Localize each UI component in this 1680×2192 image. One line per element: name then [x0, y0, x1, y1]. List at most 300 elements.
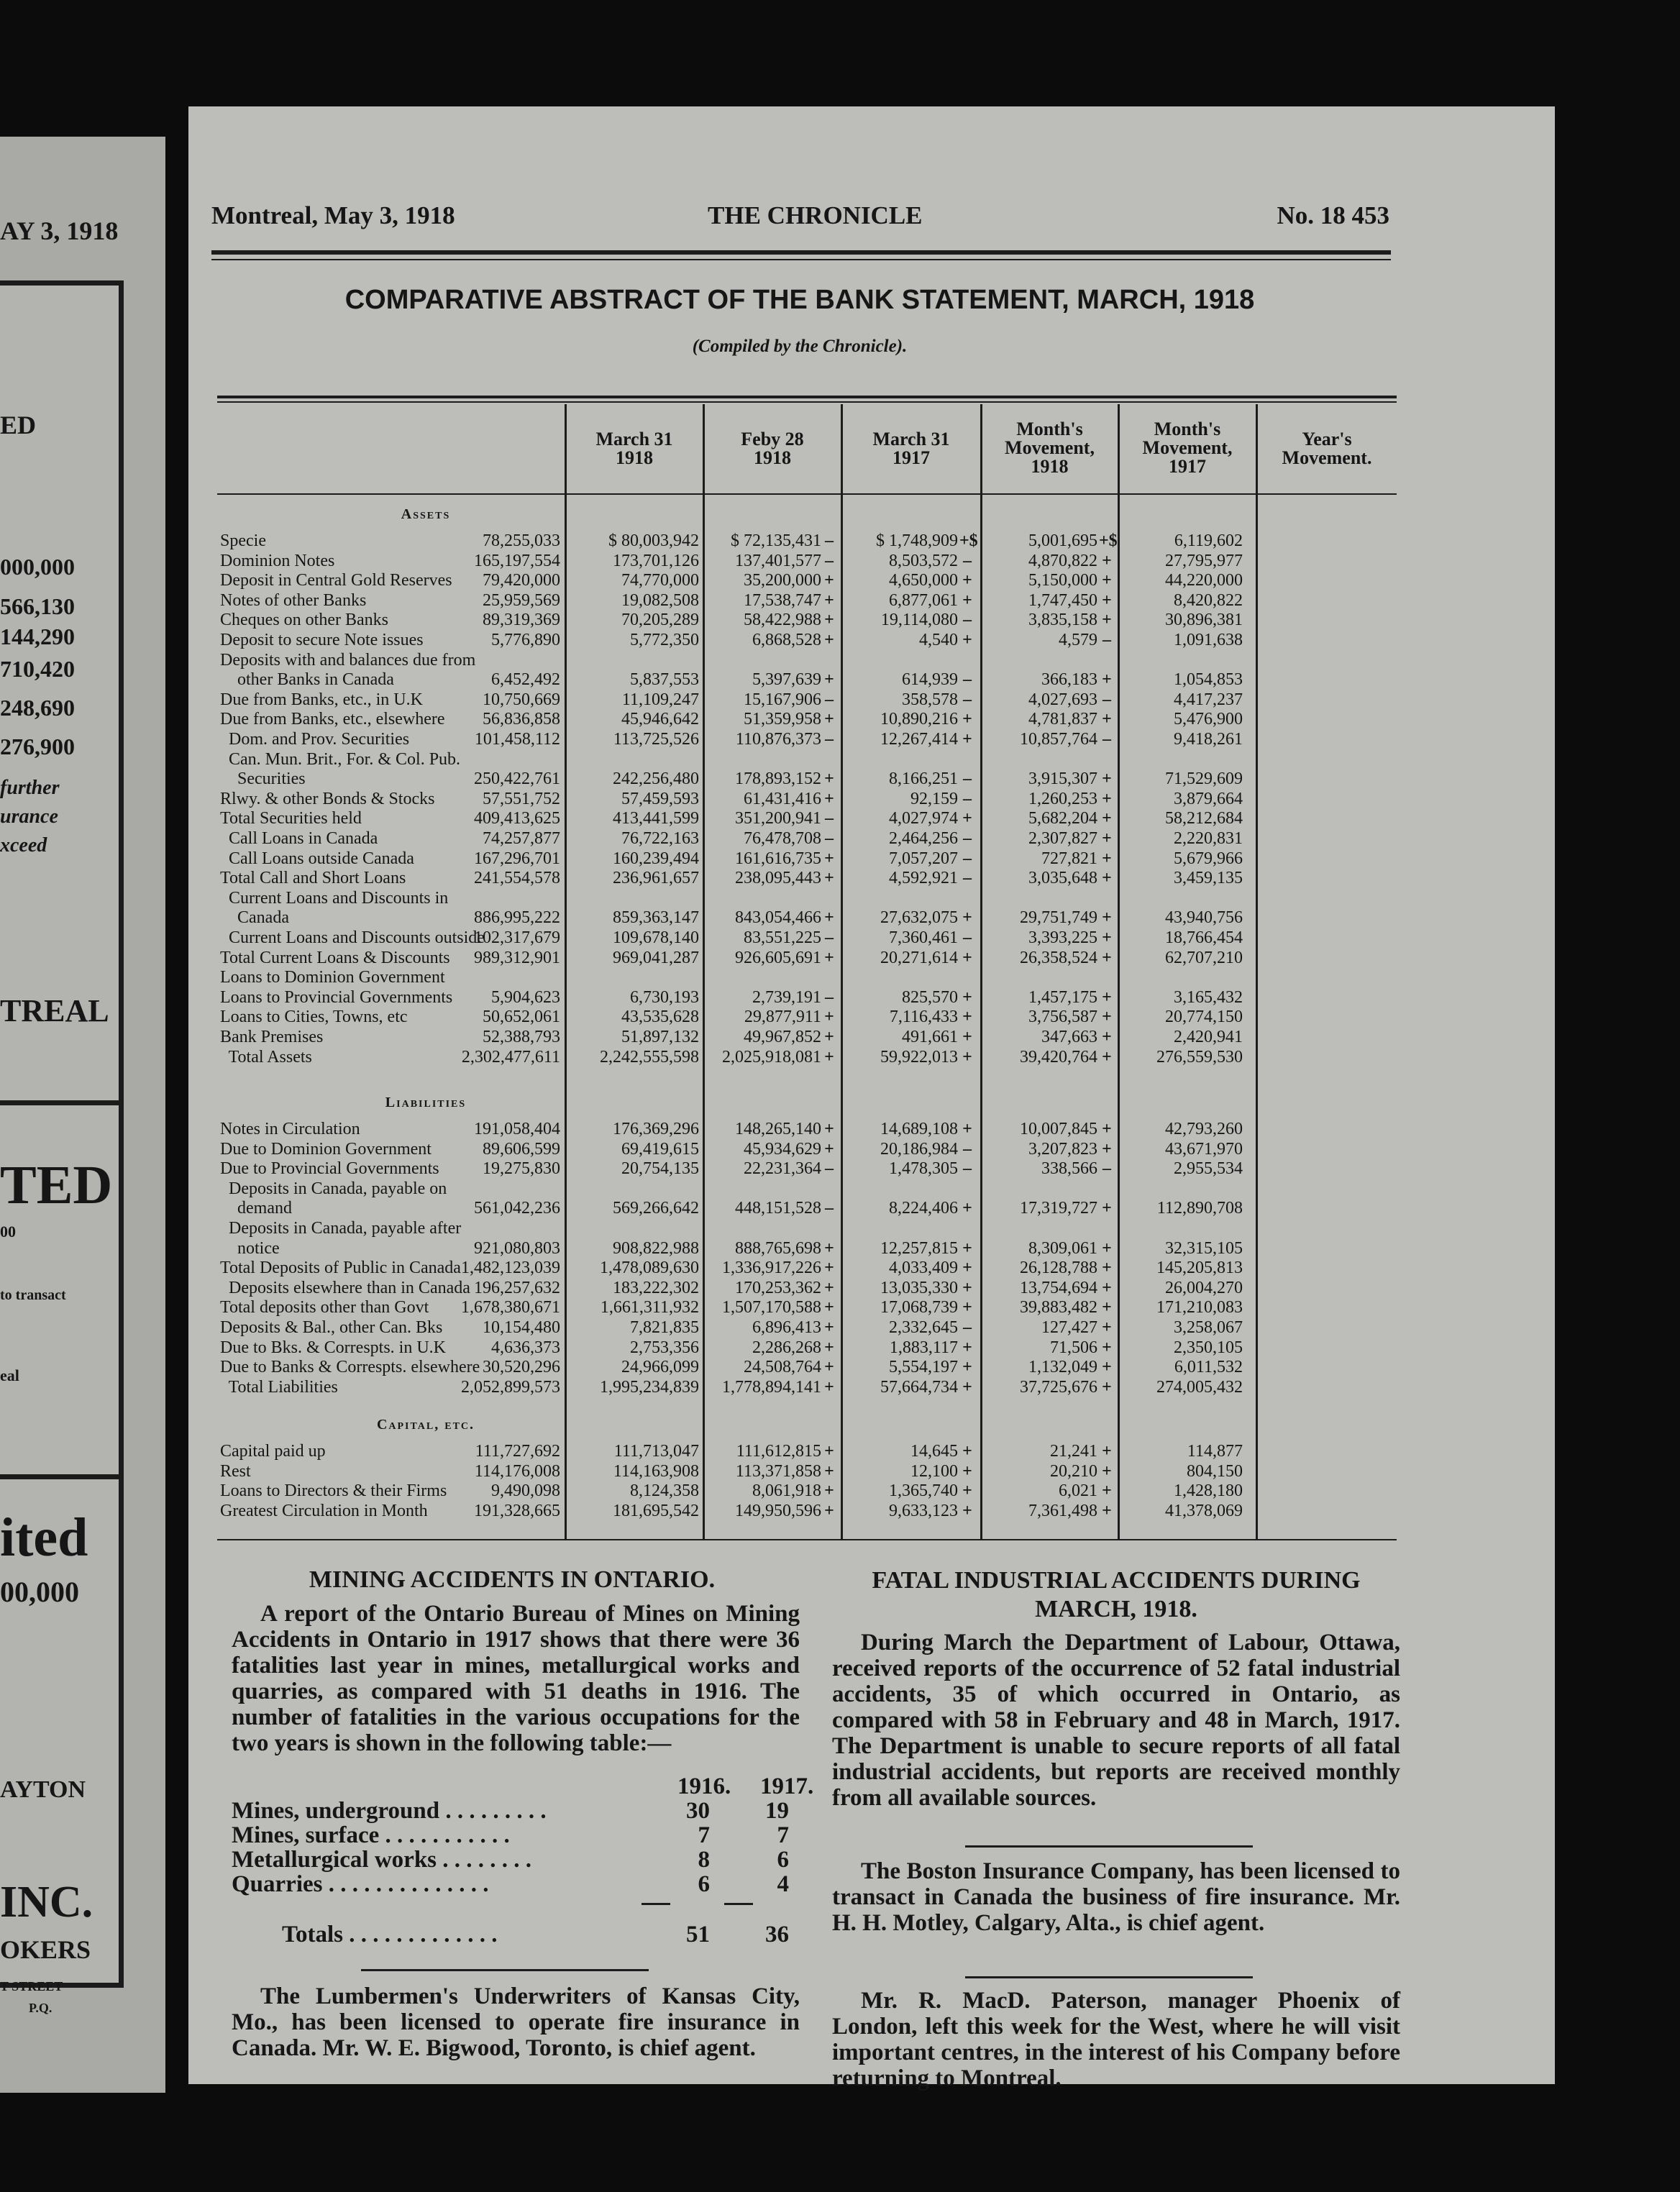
sign-month-1917: +	[962, 948, 972, 967]
cell-value: 5,682,204	[1028, 809, 1097, 828]
cell-value: 45,934,629	[744, 1139, 821, 1159]
mining-row-label: Metallurgical works . . . . . . . .	[232, 1847, 532, 1873]
cell-value: 1,747,450	[1028, 590, 1097, 610]
mining-total-rule	[724, 1903, 753, 1905]
cell-value: 137,401,577	[735, 551, 821, 570]
cell-value: 27,632,075	[880, 908, 958, 928]
row-label: Securities	[220, 770, 306, 789]
cell-value: 9,490,098	[491, 1481, 560, 1501]
cell-value: 178,893,152	[735, 770, 821, 789]
cell-value: 1,457,175	[1028, 987, 1097, 1007]
row-label: Rest	[220, 1461, 251, 1481]
cell-value: 3,165,432	[1174, 987, 1243, 1007]
column-header-line: Month's	[1016, 419, 1083, 439]
cell-value: 888,765,698	[735, 1238, 821, 1258]
row-label: Deposits with and balances due from	[220, 650, 476, 670]
cell-value: 56,836,858	[483, 710, 560, 729]
sign-year: +	[1102, 1238, 1112, 1258]
cell-value: 44,220,000	[1165, 571, 1243, 590]
cell-value: 4,417,237	[1174, 690, 1243, 709]
cell-value: 13,754,694	[1020, 1278, 1097, 1297]
sign-month-1917: +$	[959, 531, 978, 550]
cell-value: 1,260,253	[1028, 789, 1097, 808]
row-label: Loans to Dominion Government	[220, 968, 445, 987]
left-fragment: T STREET	[0, 1979, 63, 1994]
sign-month-1917: +	[962, 1008, 972, 1027]
column-header-line: March 31	[595, 429, 673, 449]
left-fragment: TED	[0, 1155, 113, 1215]
left-fragment: xceed	[0, 834, 47, 857]
row-label: Total Liabilities	[220, 1377, 338, 1397]
cell-value: 1,428,180	[1174, 1481, 1243, 1501]
cell-value: 70,205,289	[621, 611, 699, 630]
cell-value: 614,939	[902, 670, 958, 690]
cell-value: 29,877,911	[744, 1008, 821, 1027]
row-label: Due to Bks. & Correspts. in U.K	[220, 1338, 446, 1357]
mining-total-rule	[642, 1903, 670, 1905]
sign-year: +	[1102, 948, 1112, 967]
cell-value: 7,361,498	[1028, 1501, 1097, 1520]
mining-col-1917: 1917.	[760, 1773, 814, 1799]
header-rule	[211, 259, 1391, 260]
row-label: Due to Dominion Government	[220, 1139, 432, 1159]
cell-value: 110,876,373	[735, 730, 821, 749]
row-label: Current Loans and Discounts outside	[220, 928, 485, 947]
table-row	[188, 690, 1404, 710]
left-fragment: ED	[0, 411, 37, 439]
cell-value: 4,870,822	[1028, 551, 1097, 570]
row-label: Dom. and Prov. Securities	[220, 730, 410, 749]
table-row	[188, 1338, 1404, 1358]
cell-value: 10,857,764	[1020, 730, 1097, 749]
cell-value: 5,679,966	[1174, 849, 1243, 868]
cell-value: 69,419,615	[621, 1139, 699, 1159]
cell-value: 10,154,480	[483, 1318, 560, 1337]
table-row	[188, 1258, 1404, 1278]
sign-month-1917: +	[962, 631, 972, 649]
sign-year: +	[1102, 710, 1112, 729]
sign-month-1918: +	[824, 590, 834, 610]
table-row	[188, 1357, 1404, 1377]
sign-month-1917: –	[963, 551, 972, 570]
cell-value: 238,095,443	[735, 869, 821, 888]
cell-value: 11,109,247	[621, 690, 699, 709]
cell-value: 20,186,984	[880, 1139, 958, 1159]
cell-value: 6,730,193	[630, 987, 699, 1007]
cell-value: 49,967,852	[744, 1028, 821, 1046]
column-header	[567, 430, 701, 467]
sign-month-1918: +	[824, 1008, 834, 1027]
left-fragment: further	[0, 777, 60, 799]
sign-month-1918: –	[825, 690, 834, 709]
cell-value: 12,100	[910, 1461, 958, 1481]
left-page-fragment	[0, 137, 165, 2093]
table-row	[188, 610, 1404, 630]
cell-value: 569,266,642	[613, 1199, 699, 1218]
cell-value: 8,061,918	[752, 1481, 821, 1501]
page-subtitle: (Compiled by the Chronicle).	[692, 337, 908, 356]
table-bottom-rule	[217, 1539, 1397, 1540]
cell-value: 148,265,140	[735, 1120, 821, 1138]
sign-month-1918: +	[824, 631, 834, 649]
article-divider	[965, 1845, 1253, 1848]
article-divider	[965, 1976, 1253, 1978]
sign-year: +	[1102, 1008, 1112, 1027]
mining-row-label: Mines, underground . . . . . . . . .	[232, 1798, 547, 1824]
column-header-line: Year's	[1302, 429, 1352, 449]
column-header	[844, 430, 979, 467]
cell-value: 113,371,858	[735, 1461, 821, 1481]
sign-month-1918: –	[825, 809, 834, 828]
section-heading: Assets	[401, 506, 451, 522]
cell-value: 9,418,261	[1174, 730, 1243, 749]
cell-value: 43,940,756	[1165, 908, 1243, 928]
cell-value: 21,241	[1050, 1442, 1097, 1461]
cell-value: 5,397,639	[752, 670, 821, 690]
left-fragment: 00,000	[0, 1576, 79, 1608]
table-row	[188, 948, 1404, 968]
sign-month-1918: –	[825, 928, 834, 947]
cell-value: 5,001,695	[1028, 531, 1097, 550]
cell-value: 4,027,693	[1028, 690, 1097, 709]
mining-row	[232, 1847, 800, 1873]
sign-month-1917: +	[962, 1120, 972, 1138]
cell-value: 161,616,735	[735, 849, 821, 868]
cell-value: 45,946,642	[621, 710, 699, 729]
cell-value: 2,302,477,611	[461, 1047, 560, 1067]
mining-total-row	[232, 1922, 800, 1950]
cell-value: 43,535,628	[621, 1008, 699, 1027]
cell-value: 30,520,296	[483, 1358, 560, 1377]
cell-value: 1,132,049	[1028, 1358, 1097, 1377]
table-row	[188, 1501, 1404, 1521]
left-fragment: ited	[0, 1507, 88, 1568]
sign-month-1917: +	[962, 1481, 972, 1501]
table-row	[188, 1198, 1404, 1218]
sign-month-1918: +	[824, 1028, 834, 1046]
mining-row-1916: 30	[686, 1798, 710, 1824]
mining-total-1917: 36	[765, 1922, 789, 1947]
sign-month-1918: +	[824, 1442, 834, 1461]
table-row	[188, 1278, 1404, 1298]
cell-value: 76,722,163	[621, 829, 699, 848]
cell-value: 32,315,105	[1165, 1238, 1243, 1258]
left-fragment: 000,000	[0, 554, 75, 580]
sign-year: –	[1102, 690, 1111, 709]
cell-value: 6,877,061	[889, 590, 958, 610]
cell-value: 7,057,207	[889, 849, 958, 868]
article-divider	[361, 1969, 649, 1971]
row-label: demand	[220, 1199, 292, 1218]
mining-row-1916: 8	[698, 1847, 710, 1873]
cell-value: 10,890,216	[880, 710, 958, 729]
sign-month-1917: +	[962, 1238, 972, 1258]
sign-month-1918: –	[825, 1199, 834, 1218]
table-row	[188, 1159, 1404, 1179]
column-header-line: 1918	[754, 447, 791, 468]
sign-year: +	[1102, 908, 1112, 928]
cell-value: 3,459,135	[1174, 869, 1243, 888]
cell-value: 39,420,764	[1020, 1047, 1097, 1067]
row-label: Deposit to secure Note issues	[220, 631, 424, 649]
cell-value: 109,678,140	[613, 928, 699, 947]
cell-value: 42,793,260	[1165, 1120, 1243, 1138]
cell-value: 24,966,099	[621, 1358, 699, 1377]
cell-value: 3,756,587	[1028, 1008, 1097, 1027]
column-header	[1120, 420, 1254, 476]
mining-row-label: Quarries . . . . . . . . . . . . . .	[232, 1871, 489, 1897]
cell-value: 191,058,404	[474, 1120, 560, 1138]
cell-value: 6,021	[1059, 1481, 1097, 1501]
cell-value: 5,772,350	[630, 631, 699, 649]
sign-month-1917: +	[962, 809, 972, 828]
cell-value: 173,701,126	[613, 551, 699, 570]
header-rule	[211, 250, 1391, 255]
mining-body: A report of the Ontario Bureau of Mines on Mining Accidents in Ontario in 1917 shows that there were 36 fatalities last year in mines, metallurgical works and quarries, as compared with 51 deaths in 1916. The number of fatalities in the various occupations for the two years is shown in the following table:—	[232, 1601, 800, 1756]
sign-month-1918: –	[825, 551, 834, 570]
sign-month-1917: +	[962, 1278, 972, 1297]
cell-value: 74,770,000	[621, 571, 699, 590]
cell-value: 35,200,000	[744, 571, 821, 590]
cell-value: 1,091,638	[1174, 631, 1243, 649]
left-fragment: OKERS	[0, 1935, 91, 1964]
cell-value: 4,592,921	[889, 869, 958, 888]
left-fragment: 144,290	[0, 624, 75, 649]
cell-value: 41,378,069	[1165, 1501, 1243, 1520]
sign-month-1917: –	[963, 1318, 972, 1337]
cell-value: 76,478,708	[744, 829, 821, 848]
cell-value: 2,286,268	[752, 1338, 821, 1357]
cell-value: 149,950,596	[735, 1501, 821, 1520]
row-label: Due to Provincial Governments	[220, 1159, 439, 1179]
row-label: Deposits elsewhere than in Canada	[220, 1278, 470, 1297]
column-header	[706, 430, 839, 467]
cell-value: 17,068,739	[880, 1298, 958, 1318]
cell-value: 886,995,222	[474, 908, 560, 928]
left-fragment: 710,420	[0, 656, 75, 682]
cell-value: 19,082,508	[621, 590, 699, 610]
column-header-line: Month's	[1154, 419, 1221, 439]
cell-value: 3,915,307	[1028, 770, 1097, 789]
left-page-header: AY 3, 1918	[0, 216, 119, 245]
cell-value: 71,529,609	[1165, 770, 1243, 789]
cell-value: 2,739,191	[752, 987, 821, 1007]
sign-year: +	[1102, 1377, 1112, 1397]
cell-value: 111,727,692	[475, 1442, 560, 1461]
sign-month-1918: –	[825, 829, 834, 848]
sign-year: +	[1102, 611, 1112, 630]
header-issue: No. 18 453	[1277, 201, 1389, 229]
cell-value: 114,176,008	[474, 1461, 560, 1481]
cell-value: 58,212,684	[1165, 809, 1243, 828]
table-row	[188, 1441, 1404, 1461]
column-header-line: 1918	[1031, 456, 1069, 477]
left-fragment: INC.	[0, 1878, 93, 1927]
cell-value: 1,478,305	[889, 1159, 958, 1179]
cell-value: 183,222,302	[613, 1278, 699, 1297]
cell-value: 89,319,369	[483, 611, 560, 630]
cell-value: 59,922,013	[880, 1047, 958, 1067]
column-header-line: Movement,	[1005, 437, 1095, 458]
left-fragment: 248,690	[0, 695, 75, 721]
row-label: Loans to Cities, Towns, etc	[220, 1008, 408, 1027]
table-row	[188, 789, 1404, 809]
sign-year: +	[1102, 770, 1112, 789]
row-label: Can. Mun. Brit., For. & Col. Pub.	[220, 749, 461, 769]
cell-value: 843,054,466	[735, 908, 821, 928]
table-row	[188, 630, 1404, 650]
sign-year: +	[1102, 1358, 1112, 1377]
cell-value: 2,025,918,081	[722, 1047, 821, 1067]
table-row	[188, 709, 1404, 729]
sign-year: +	[1102, 789, 1112, 808]
table-row	[188, 729, 1404, 749]
cell-value: 2,052,899,573	[461, 1377, 560, 1397]
cell-value: 274,005,432	[1156, 1377, 1243, 1397]
sign-month-1917: –	[963, 789, 972, 808]
header-date: Montreal, May 3, 1918	[211, 201, 455, 229]
left-fragment: to transact	[0, 1287, 66, 1303]
cell-value: 18,766,454	[1165, 928, 1243, 947]
cell-value: 1,054,853	[1174, 670, 1243, 690]
table-row	[188, 849, 1404, 869]
cell-value: $ 1,748,909	[876, 531, 958, 550]
sign-year: +	[1102, 1338, 1112, 1357]
cell-value: 61,431,416	[744, 789, 821, 808]
cell-value: 112,890,708	[1156, 1199, 1243, 1218]
sign-year: +	[1102, 1501, 1112, 1520]
sign-month-1918: +	[824, 869, 834, 888]
fatal-body: During March the Department of Labour, Ottawa, received reports of the occurrence of 52 fatal industrial accidents, 35 of which occurred in Ontario, as compared with 58 in February and 48 in March, 1917. The Department is unable to secure reports of all fatal industrial accidents, but reports are received monthly from all available sources.	[832, 1630, 1400, 1811]
cell-value: 3,835,158	[1028, 611, 1097, 630]
cell-value: 4,540	[919, 631, 958, 649]
cell-value: 727,821	[1041, 849, 1097, 868]
sign-year: +	[1102, 1047, 1112, 1067]
table-row	[188, 1297, 1404, 1318]
sign-month-1917: –	[963, 690, 972, 709]
left-fragment: AYTON	[0, 1776, 86, 1803]
sign-year: +	[1102, 590, 1112, 610]
sign-month-1918: +	[824, 1338, 834, 1357]
page-title: COMPARATIVE ABSTRACT OF THE BANK STATEMENT, MARCH, 1918	[344, 285, 1255, 315]
cell-value: $ 72,135,431	[731, 531, 821, 550]
row-label: Deposits & Bal., other Can. Bks	[220, 1318, 443, 1337]
cell-value: 52,388,793	[483, 1028, 560, 1046]
sign-month-1917: +	[962, 908, 972, 928]
header-publication: THE CHRONICLE	[708, 201, 923, 229]
cell-value: 127,427	[1041, 1318, 1097, 1337]
sign-year: +	[1102, 1028, 1112, 1046]
sign-year: +	[1102, 670, 1112, 690]
table-row	[188, 828, 1404, 849]
row-label: Deposits in Canada, payable on	[220, 1179, 447, 1198]
cell-value: $ 80,003,942	[608, 531, 699, 550]
sign-month-1917: –	[963, 849, 972, 868]
cell-value: 19,114,080	[880, 611, 958, 630]
cell-value: 50,652,061	[483, 1008, 560, 1027]
cell-value: 8,503,572	[889, 551, 958, 570]
sign-month-1918: +	[824, 1278, 834, 1297]
column-header-line: 1917	[892, 447, 930, 468]
sign-month-1918: +	[824, 1461, 834, 1481]
cell-value: 6,119,602	[1174, 531, 1243, 550]
cell-value: 62,707,210	[1165, 948, 1243, 967]
sign-month-1918: –	[825, 531, 834, 550]
table-row	[188, 531, 1404, 551]
table-row	[188, 928, 1404, 948]
cell-value: 2,332,645	[889, 1318, 958, 1337]
cell-value: 236,961,657	[613, 869, 699, 888]
cell-value: 51,359,958	[744, 710, 821, 729]
row-label: Total Deposits of Public in Canada	[220, 1259, 461, 1278]
sign-year: +	[1102, 571, 1112, 590]
table-row	[188, 1047, 1404, 1067]
cell-value: 13,035,330	[880, 1278, 958, 1297]
sign-month-1918: +	[824, 571, 834, 590]
mining-row-1916: 7	[698, 1822, 710, 1848]
cell-value: 181,695,542	[613, 1501, 699, 1520]
sign-year: +	[1102, 928, 1112, 947]
sign-month-1917: –	[963, 770, 972, 789]
cell-value: 908,822,988	[613, 1238, 699, 1258]
sign-year: +	[1102, 809, 1112, 828]
cell-value: 8,309,061	[1028, 1238, 1097, 1258]
cell-value: 15,167,906	[744, 690, 821, 709]
cell-value: 57,664,734	[880, 1377, 958, 1397]
sign-month-1917: –	[963, 670, 972, 690]
cell-value: 160,239,494	[613, 849, 699, 868]
cell-value: 859,363,147	[613, 908, 699, 928]
sign-month-1918: +	[824, 908, 834, 928]
cell-value: 14,689,108	[880, 1120, 958, 1138]
mining-total-1916: 51	[686, 1922, 710, 1947]
cell-value: 102,317,679	[474, 928, 560, 947]
cell-value: 8,224,406	[889, 1199, 958, 1218]
row-label: notice	[220, 1238, 280, 1258]
cell-value: 2,220,831	[1174, 829, 1243, 848]
table-row	[188, 1318, 1404, 1338]
mining-row	[232, 1822, 800, 1848]
cell-value: 9,633,123	[889, 1501, 958, 1520]
cell-value: 6,452,492	[491, 670, 560, 690]
sign-month-1917: +	[962, 1028, 972, 1046]
row-label: Total Securities held	[220, 809, 362, 828]
sign-month-1917: +	[962, 1259, 972, 1278]
column-header-line: March 31	[872, 429, 950, 449]
sign-month-1918: +	[824, 710, 834, 729]
sign-month-1917: –	[963, 611, 972, 630]
cell-value: 1,678,380,671	[461, 1298, 560, 1318]
cell-value: 366,183	[1041, 670, 1097, 690]
cell-value: 7,116,433	[889, 1008, 958, 1027]
row-label: Dominion Notes	[220, 551, 335, 570]
table-row	[188, 1238, 1404, 1259]
cell-value: 413,441,599	[613, 809, 699, 828]
mining-row-1917: 6	[777, 1847, 789, 1873]
sign-month-1917: +	[962, 1338, 972, 1357]
cell-value: 4,636,373	[491, 1338, 560, 1357]
row-label: Call Loans outside Canada	[220, 849, 414, 868]
cell-value: 92,159	[910, 789, 958, 808]
sign-year: +	[1102, 1481, 1112, 1501]
cell-value: 30,896,381	[1165, 611, 1243, 630]
section-heading: Liabilities	[385, 1095, 467, 1110]
sign-year: +	[1102, 829, 1112, 848]
column-header-line: Feby 28	[741, 429, 804, 449]
cell-value: 6,868,528	[752, 631, 821, 649]
left-fragment: eal	[0, 1366, 19, 1384]
sign-month-1917: +	[962, 730, 972, 749]
